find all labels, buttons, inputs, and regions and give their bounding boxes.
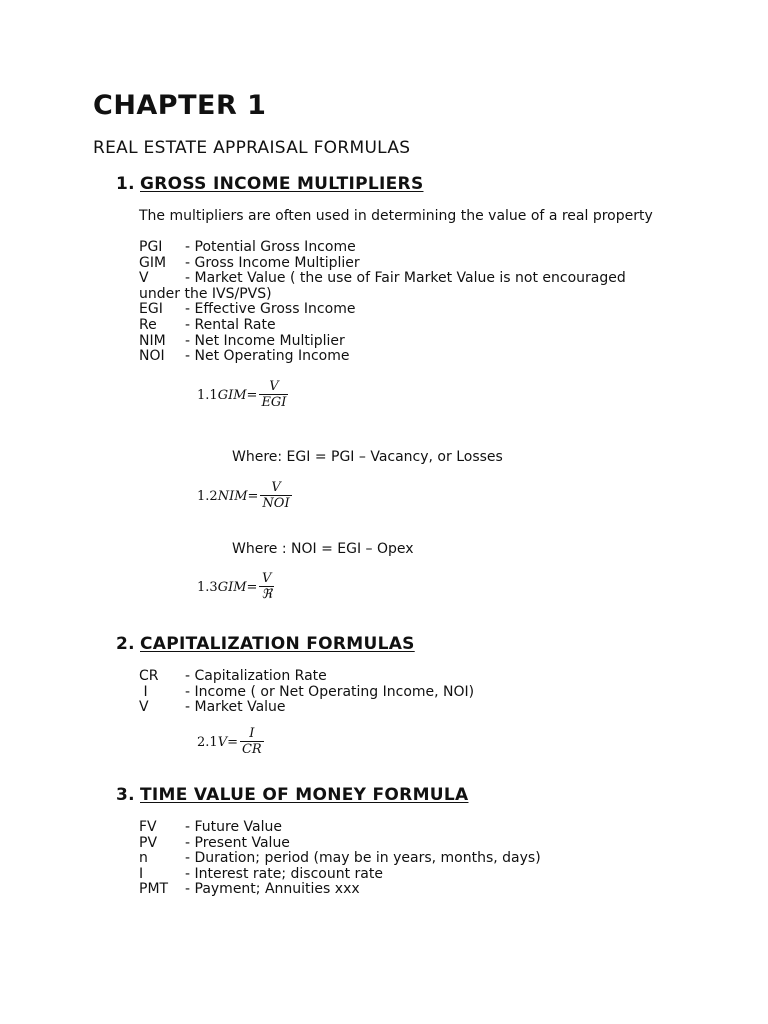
formula-lhs [197,735,238,750]
abbreviation: V [139,699,149,716]
formula-variable: GIM [217,579,247,595]
formula-number: 1.3 [197,579,218,595]
formula-2-1 [197,727,264,757]
abbreviation: CR [139,668,159,684]
formula-lhs [197,580,257,595]
denominator: EGI [261,395,287,410]
equals-sign: = [227,734,238,750]
definition-row [139,851,541,867]
section-title: GROSS INCOME MULTIPLIERS [140,174,424,194]
section-3-definitions [139,820,541,898]
abbreviation: V [139,270,149,287]
chapter-heading: CHAPTER 1 [93,90,267,121]
denominator: CR [241,742,262,757]
definition-row [139,867,541,883]
description: - Gross Income Multiplier [185,254,360,271]
abbreviation: n [139,850,148,867]
definition-row [139,271,626,287]
definition-row [139,700,474,716]
formula-1-2 [197,481,292,511]
description: - Rental Rate [185,316,276,333]
abbreviation: NIM [139,332,166,349]
description: - Interest rate; discount rate [185,865,383,882]
section-number: 2. [116,634,135,654]
definition-row [139,256,626,272]
formula-number: 1.1 [197,387,218,403]
definition-row [139,240,626,256]
fraction [259,572,274,602]
formula-variable: V [217,734,228,750]
formula-lhs [197,489,258,504]
fraction [240,727,264,757]
numerator: V [271,480,281,495]
definition-row [139,318,626,334]
formula-variable: NIM [217,488,248,504]
fraction [260,481,291,511]
section-1-intro: The multipliers are often used in determining the value of a real property [139,208,653,224]
section-title: TIME VALUE OF MONEY FORMULA [140,785,469,805]
section-1-heading [116,174,424,194]
formula-1-3 [197,572,274,602]
abbreviation: EGI [139,301,163,318]
definition-row [139,349,626,365]
denominator: ℜ [261,587,273,602]
description: - Market Value [185,699,286,716]
equals-sign: = [246,579,258,595]
definition-row [139,820,541,836]
denominator: NOI [262,496,290,511]
section-number: 1. [116,174,135,194]
description: under the IVS/PVS) [139,285,272,302]
abbreviation: I [139,683,148,700]
section-number: 3. [116,785,135,805]
formula-1-1 [197,380,288,410]
description: - Net Operating Income [185,348,350,365]
abbreviation: I [139,865,144,882]
where-clause-1: Where: EGI = PGI – Vacancy, or Losses [232,449,503,465]
section-2-heading [116,634,415,654]
abbreviation: GIM [139,254,167,271]
definition-row [139,334,626,350]
definition-row [139,882,541,898]
formula-variable: GIM [217,387,247,403]
document-title: REAL ESTATE APPRAISAL FORMULAS [93,138,411,158]
definition-row [139,302,626,318]
formula-number: 1.2 [197,488,218,504]
formula-lhs [197,388,257,403]
definition-row [139,669,474,685]
abbreviation: PGI [139,239,163,255]
description: - Effective Gross Income [185,301,356,318]
description: - Duration; period (may be in years, months, days) [185,850,541,867]
fraction [259,380,288,410]
description: - Future Value [185,819,282,835]
abbreviation: NOI [139,348,165,365]
formula-number: 2.1 [197,734,218,750]
section-2-definitions [139,669,474,716]
abbreviation: FV [139,819,157,835]
description: - Potential Gross Income [185,239,356,255]
numerator: V [269,379,279,394]
description: - Present Value [185,834,290,851]
where-clause-2: Where : NOI = EGI – Opex [232,541,414,557]
section-3-heading [116,785,468,805]
definition-row [139,685,474,701]
abbreviation: Re [139,316,157,333]
description: - Net Income Multiplier [185,332,345,349]
description: - Payment; Annuities xxx [185,881,360,898]
section-title: CAPITALIZATION FORMULAS [140,634,415,654]
numerator: V [262,571,272,586]
definition-row [139,836,541,852]
definition-continuation [139,287,626,303]
description: - Capitalization Rate [185,668,327,684]
abbreviation: PV [139,834,158,851]
section-1-definitions [139,240,626,365]
numerator: I [249,726,255,741]
description: - Market Value ( the use of Fair Market Value is not encouraged [185,270,626,287]
abbreviation: PMT [139,881,169,898]
equals-sign: = [246,387,258,403]
equals-sign: = [247,488,259,504]
description: - Income ( or Net Operating Income, NOI) [185,683,475,700]
